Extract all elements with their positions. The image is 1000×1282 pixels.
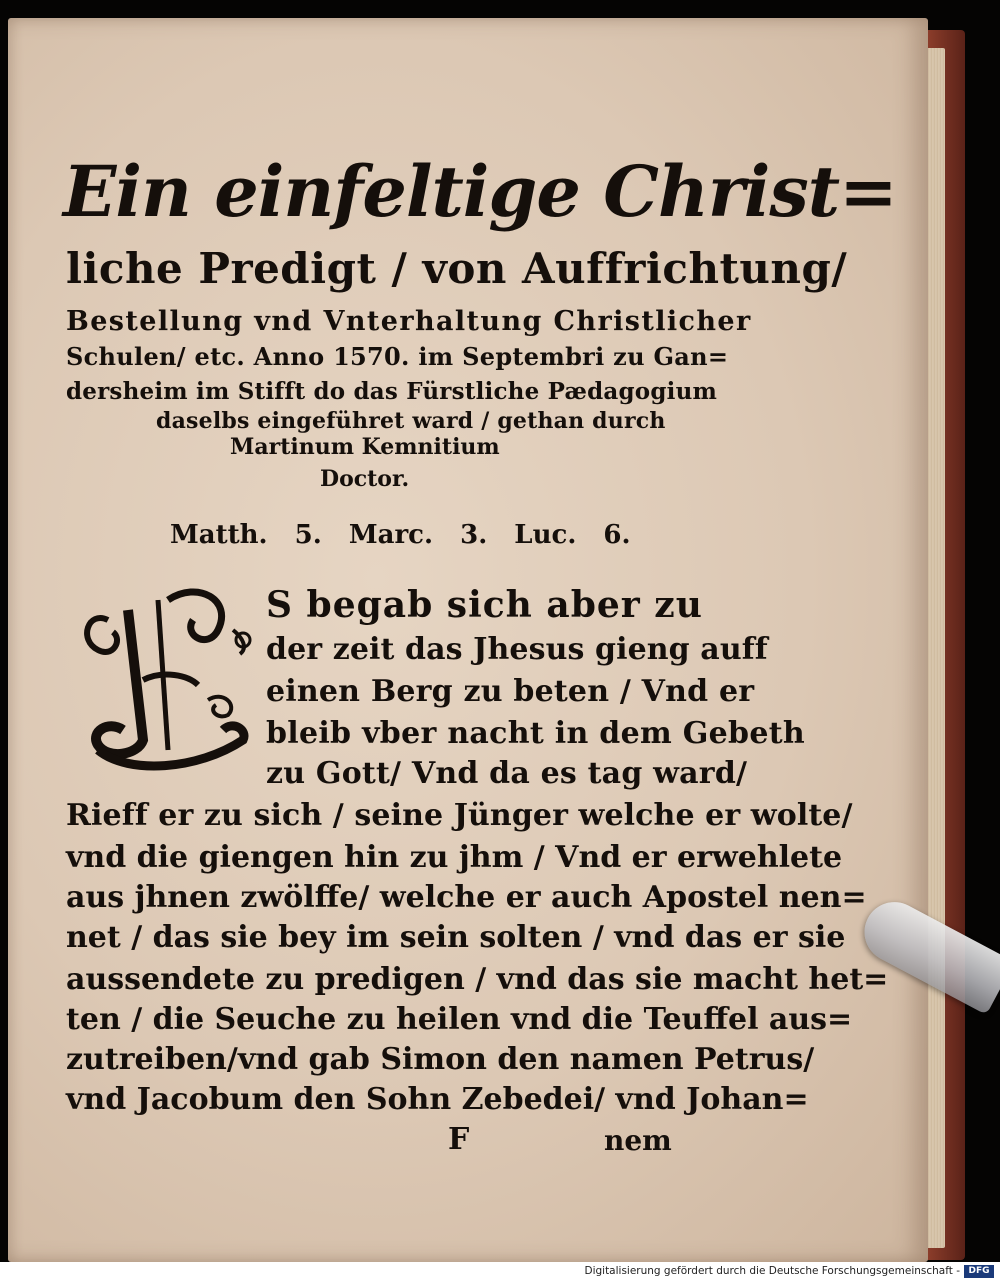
body-line: zu Gott/ Vnd da es tag ward/: [266, 756, 748, 791]
author-line: Martinum Kemnitium: [230, 434, 500, 460]
heading-line: dersheim im Stifft do das Fürstliche Pædagogium: [66, 378, 718, 405]
funding-credit: Digitalisierung gefördert durch die Deutsche Forschungsgemeinschaft -: [584, 1265, 960, 1277]
scripture-reference: Matth. 5. Marc. 3. Luc. 6.: [170, 520, 631, 550]
body-line: der zeit das Jhesus gieng auff: [266, 632, 768, 667]
body-line: net / das sie bey im sein solten / vnd das er sie: [66, 920, 846, 955]
body-line: bleib vber nacht in dem Gebeth: [266, 716, 805, 751]
footer-bar: [0, 1262, 1000, 1282]
decorated-initial-icon: [68, 580, 258, 780]
book-page: [8, 18, 928, 1262]
body-line: ten / die Seuche zu heilen vnd die Teuffel aus=: [66, 1002, 853, 1037]
heading-line: Bestellung vnd Vnterhaltung Christlicher: [66, 306, 752, 337]
body-line: vnd Jacobum den Sohn Zebedei/ vnd Johan=: [66, 1082, 809, 1117]
page-content: [8, 18, 928, 1262]
body-line: S begab sich aber zu: [266, 584, 703, 626]
heading-line: Schulen/ etc. Anno 1570. im Septembri zu Gan=: [66, 342, 729, 371]
title-line-2: liche Predigt / von Auffrichtung/: [66, 244, 848, 293]
body-line: zutreiben/vnd gab Simon den namen Petrus/: [66, 1042, 815, 1077]
body-line: Rieff er zu sich / seine Jünger welche er wolte/: [66, 798, 853, 833]
body-line: einen Berg zu beten / Vnd er: [266, 674, 755, 709]
heading-line: daselbs eingeführet ward / gethan durch: [156, 408, 666, 434]
title-line-1: Ein einfeltige Christ=: [63, 150, 897, 233]
dfg-logo-icon: DFG: [964, 1265, 994, 1278]
body-line: vnd die giengen hin zu jhm / Vnd er erwehlete: [66, 840, 843, 875]
signature-mark: F: [448, 1122, 470, 1157]
catchword: nem: [604, 1124, 672, 1157]
body-line: aus jhnen zwölffe/ welche er auch Apostel nen=: [66, 880, 867, 915]
body-line: aussendete zu predigen / vnd das sie macht het=: [66, 962, 889, 997]
author-title-line: Doctor.: [320, 466, 410, 492]
